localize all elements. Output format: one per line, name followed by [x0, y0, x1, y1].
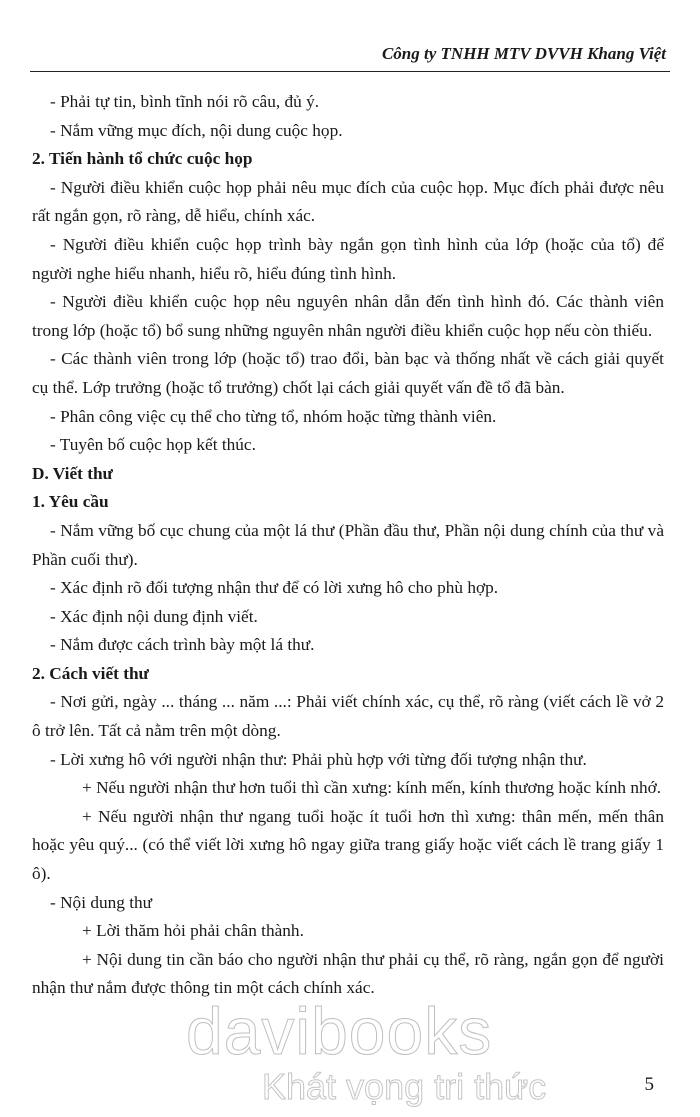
- line-12: - Nắm vững bố cục chung của một lá thư (Phần đầu thư, Phần nội dung chính của thư và Phần cuối thư).: [32, 520, 664, 569]
- watermark-logo: davibooks: [186, 994, 493, 1068]
- line-5: - Người điều khiển cuộc họp trình bày ngắn gọn tình hình của lớp (hoặc của tổ) để người nghe hiểu nhanh, hiểu rõ, hiểu đúng tình hình.: [32, 234, 664, 283]
- line-18: - Lời xưng hô với người nhận thư: Phải phù hợp với từng đối tượng nhận thư.: [50, 749, 587, 769]
- line-9: - Tuyên bố cuộc họp kết thúc.: [50, 435, 256, 455]
- line-2: - Nắm vững mục đích, nội dung cuộc họp.: [50, 120, 343, 140]
- line-15: - Nắm được cách trình bày một lá thư.: [50, 635, 315, 655]
- watermark-slogan: Khát vọng tri thức: [262, 1066, 547, 1107]
- line-13: - Xác định rõ đối tượng nhận thư để có lời xưng hô cho phù hợp.: [50, 578, 499, 598]
- line-23: + Nội dung tin cần báo cho người nhận thư phải cụ thể, rõ ràng, ngắn gọn để người nhận thư nắm được thông tin một cách chính xác.: [32, 949, 664, 998]
- line-3: 2. Tiến hành tổ chức cuộc họp: [32, 149, 253, 169]
- line-21: - Nội dung thư: [50, 892, 153, 912]
- line-1: - Phải tự tin, bình tĩnh nói rõ câu, đủ ý.: [50, 92, 320, 111]
- line-8: - Phân công việc cụ thể cho từng tổ, nhóm hoặc từng thành viên.: [50, 406, 497, 426]
- line-6: - Người điều khiển cuộc họp nêu nguyên nhân dẫn đến tình hình đó. Các thành viên trong lớp (hoặc tổ) bổ sung những nguyên nhân người điều khiển cuộc họp nếu còn thiếu.: [32, 292, 664, 340]
- line-4: - Người điều khiển cuộc họp phải nêu mục đích của cuộc họp. Mục đích phải được nêu rất ngắn gọn, rõ ràng, dễ hiểu, chính xác.: [32, 177, 664, 226]
- line-22: + Lời thăm hỏi phải chân thành.: [82, 921, 304, 941]
- line-17: - Nơi gửi, ngày ... tháng ... năm ...: Phải viết chính xác, cụ thể, rõ ràng (viết cách lề vở 2 ô trở lên. Tất cả nằm trên một dòng.: [32, 692, 664, 741]
- line-19: + Nếu người nhận thư hơn tuổi thì cần xưng: kính mến, kính thương hoặc kính nhớ.: [82, 778, 662, 798]
- line-16: 2. Cách viết thư: [32, 663, 149, 683]
- line-7: - Các thành viên trong lớp (hoặc tổ) trao đổi, bàn bạc và thống nhất về cách giải quyết cụ thể. Lớp trưởng (hoặc tổ trưởng) chốt lại cách giải quyết vấn đề tổ đã bàn.: [32, 349, 664, 397]
- line-20: + Nếu người nhận thư ngang tuổi hoặc ít tuổi hơn thì xưng: thân mến, mến thân hoặc yêu quý... (có thể viết lời xưng hô ngay giữa trang giấy hoặc viết cách lề trang giấy 1 ô).: [32, 806, 664, 884]
- line-14: - Xác định nội dung định viết.: [50, 606, 258, 626]
- running-header: Công ty TNHH MTV DVVH Khang Việt: [381, 44, 666, 63]
- page-number: 5: [644, 1074, 654, 1095]
- header-rule: [30, 71, 670, 72]
- page-body: [32, 88, 664, 1003]
- line-10: D. Viết thư: [32, 463, 113, 483]
- line-11: 1. Yêu cầu: [32, 492, 109, 512]
